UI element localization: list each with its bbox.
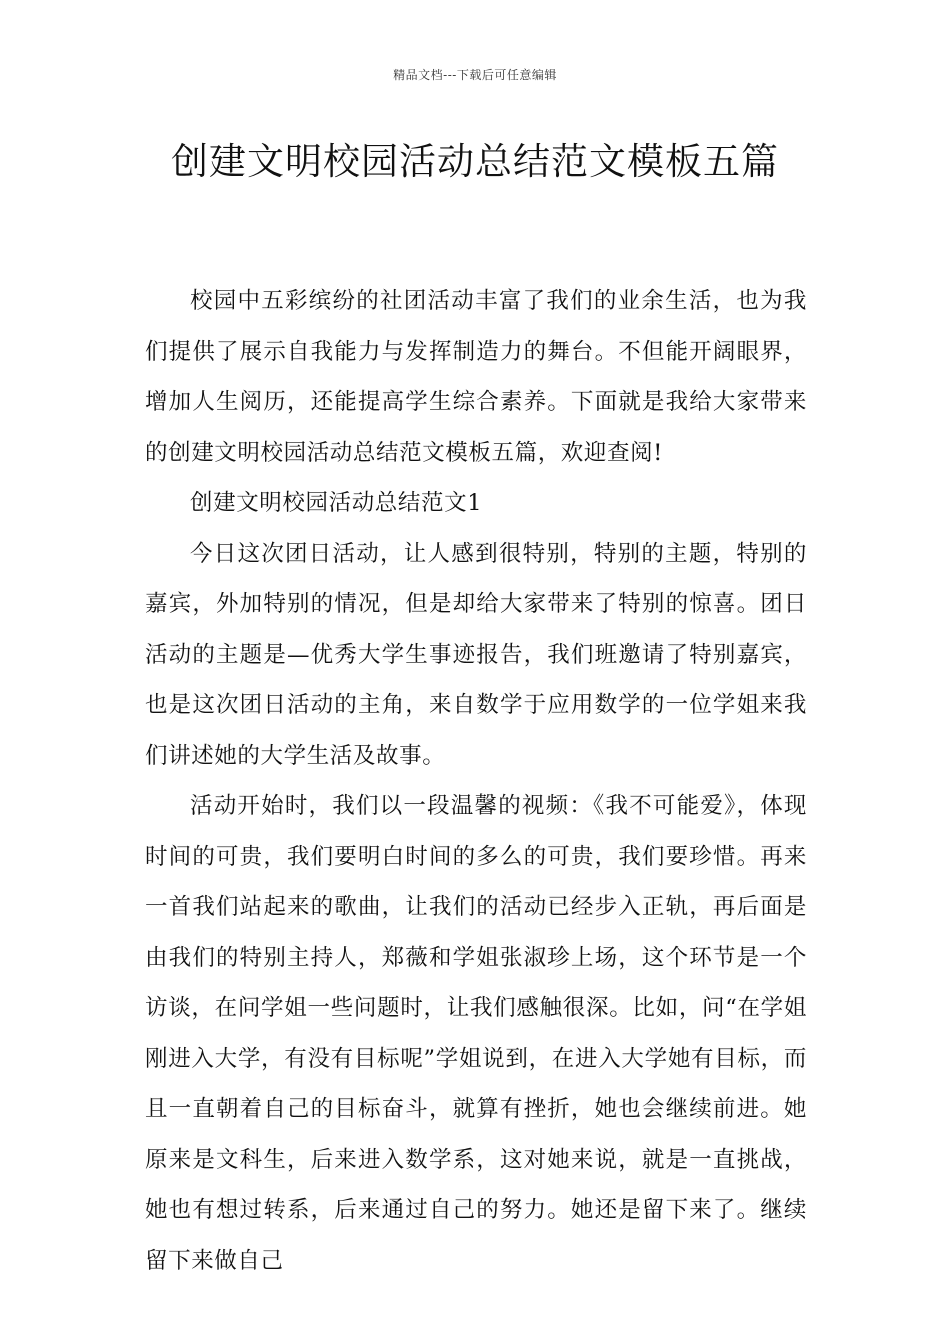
- body-paragraph: 活动开始时，我们以一段温馨的视频：《我不可能爱》，体现时间的可贵，我们要明白时间的多么的可贵，我们要珍惜。再来一首我们站起来的歌曲，让我们的活动已经步入正轨，再后面是由我们的特别主持人，郑薇和学姐张淑珍上场，这个环节是一个访谈，在问学姐一些问题时，让我们感触很深。比如，问“在学姐刚进入大学，有没有目标呢”学姐说到，在进入大学她有目标，而且一直朝着自己的目标奋斗，就算有挫折，她也会继续前进。她原来是文科生，后来进入数学系，这对她来说，就是一直挑战，她也有想过转系，后来通过自己的努力。她还是留下来了。继续留下来做自己: [145, 793, 807, 1274]
- header-note: 精品文档---下载后可任意编辑: [393, 68, 557, 82]
- document-body: [145, 276, 807, 1286]
- body-paragraph: 今日这次团日活动，让人感到很特别，特别的主题，特别的嘉宾，外加特别的情况，但是却给大家带来了特别的惊喜。团日活动的主题是—优秀大学生事迹报告，我们班邀请了特别嘉宾，也是这次团日活动的主角，来自数学于应用数学的一位学姐来我们讲述她的大学生活及故事。: [145, 540, 807, 769]
- section-heading: 创建文明校园活动总结范文1: [190, 490, 483, 516]
- intro-paragraph: 校园中五彩缤纷的社团活动丰富了我们的业余生活，也为我们提供了展示自我能力与发挥制造力的舞台。不但能开阔眼界，增加人生阅历，还能提高学生综合素养。下面就是我给大家带来的创建文明校园活动总结范文模板五篇，欢迎查阅!: [145, 288, 807, 466]
- document-title: 创建文明校园活动总结范文模板五篇: [171, 140, 779, 183]
